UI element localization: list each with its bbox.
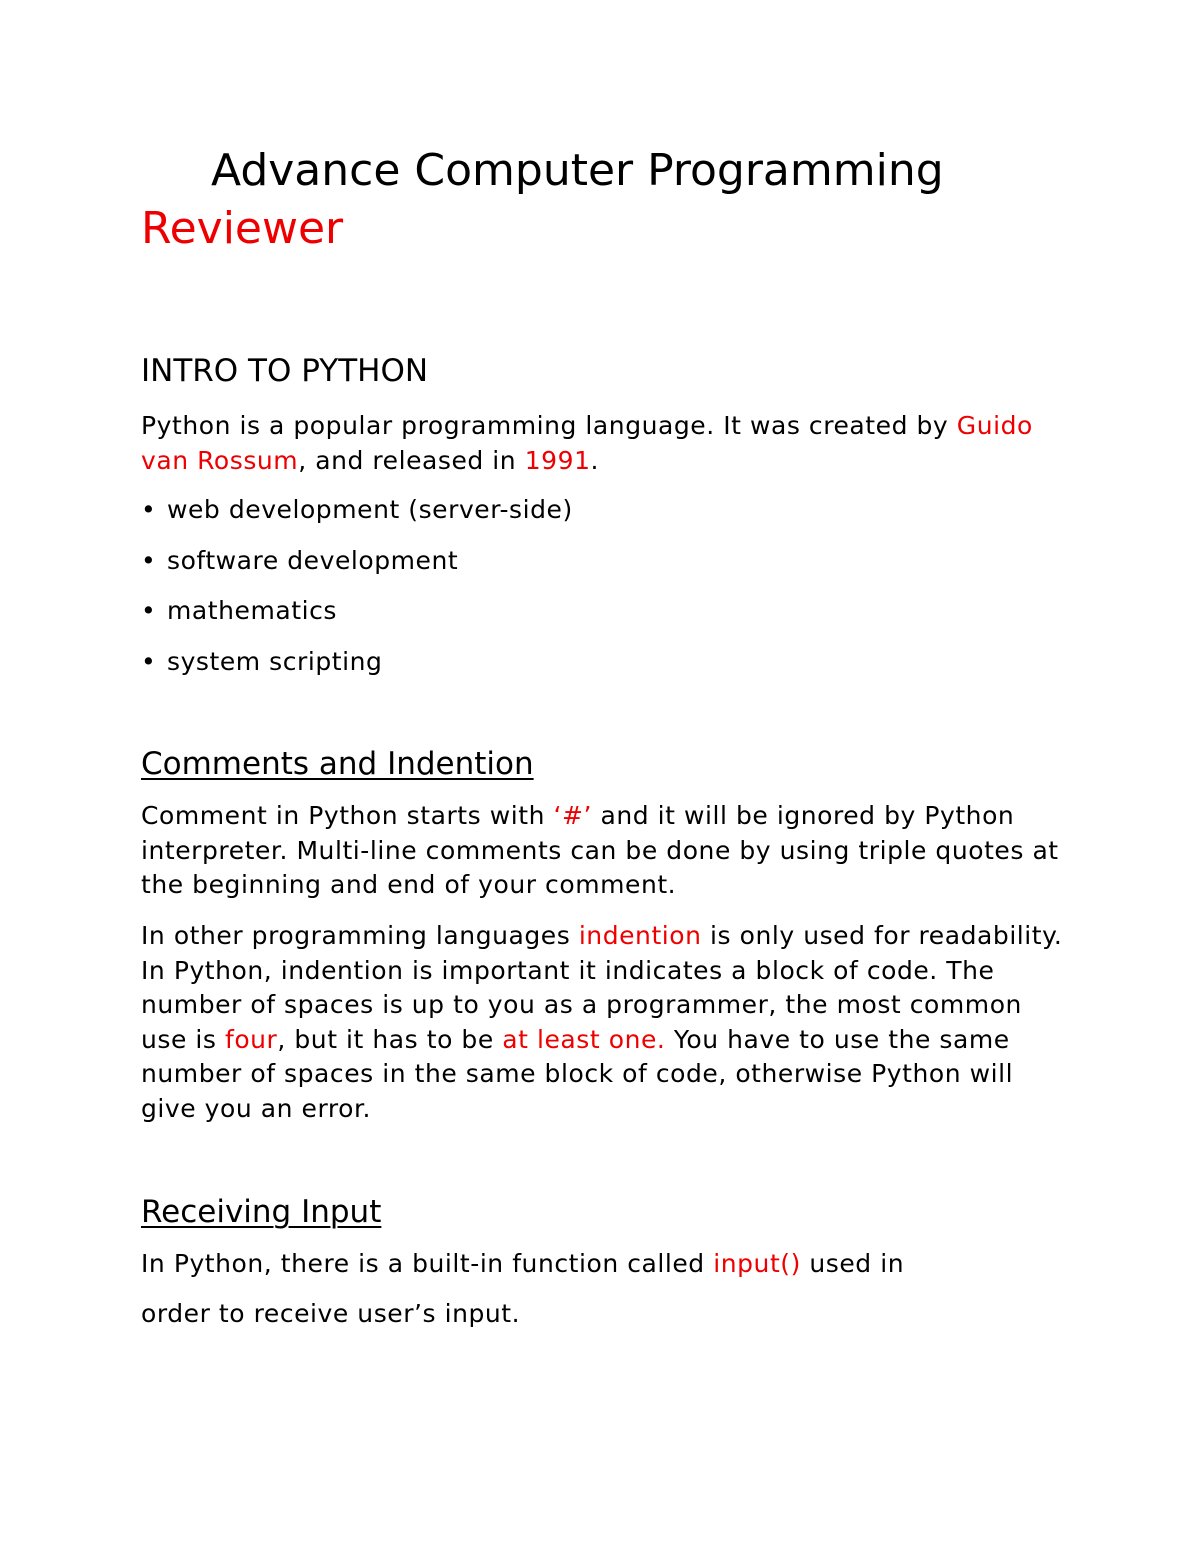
four-term: four: [224, 1024, 278, 1054]
document-title: Advance Computer Programming: [211, 145, 944, 196]
intro-text-b: , and released in: [298, 445, 525, 475]
input-text-a: In Python, there is a built-in function called: [141, 1249, 714, 1278]
input-function-name: input(): [713, 1249, 801, 1278]
indention-paragraph: [141, 919, 1071, 1126]
intro-paragraph: [141, 409, 1071, 478]
list-item-text: web development (server-side): [167, 495, 573, 524]
release-year: 1991: [524, 445, 591, 475]
creator-name: Guido van Rossum: [141, 411, 1033, 475]
comments-text-a: Comment in Python starts with: [141, 801, 554, 830]
indention-text-d: You have to use the same number of spaces in the same block of code, otherwise Python will give you an error.: [141, 1024, 1014, 1123]
bullet-icon: •: [141, 545, 157, 575]
list-item: [141, 493, 1071, 544]
indention-text-c: , but it has to be: [277, 1024, 503, 1054]
list-item: [141, 544, 1071, 595]
bullet-icon: •: [141, 596, 157, 625]
indention-text-b: is only used for readability. In Python, indention is important it indicates a block of code. The number of spaces is up to you as a programmer, the most common use is: [141, 921, 1063, 1054]
input-heading: Receiving Input: [141, 1194, 382, 1230]
list-item: [141, 645, 1071, 696]
document-subtitle: Reviewer: [141, 203, 344, 254]
list-item: [141, 594, 1071, 645]
input-text-b: used in: [800, 1249, 905, 1278]
at-least-one-term: at least one.: [502, 1024, 666, 1054]
intro-text-a: Python is a popular programming language. It was created by: [141, 411, 957, 440]
intro-text-c: .: [590, 445, 600, 475]
bullet-icon: •: [141, 495, 157, 524]
comments-text-b: and it will be ignored by Python interpreter. Multi-line comments can be done by using triple quotes at the beginning and end of your comment.: [141, 801, 1059, 899]
input-paragraph-line1: [141, 1247, 1071, 1282]
indention-term: indention: [578, 921, 702, 950]
list-item-text: system scripting: [167, 646, 383, 676]
intro-heading: INTRO TO PYTHON: [141, 353, 429, 389]
comments-heading: Comments and Indention: [141, 746, 534, 782]
list-item-text: mathematics: [167, 596, 337, 625]
input-paragraph-line2: order to receive user’s input.: [141, 1299, 521, 1328]
comment-symbol: ‘#’: [553, 801, 592, 830]
indention-text-a: In other programming languages: [141, 921, 579, 950]
python-uses-list: [141, 493, 1071, 695]
bullet-icon: •: [141, 646, 157, 676]
list-item-text: software development: [167, 545, 459, 575]
comments-paragraph: [141, 799, 1071, 903]
